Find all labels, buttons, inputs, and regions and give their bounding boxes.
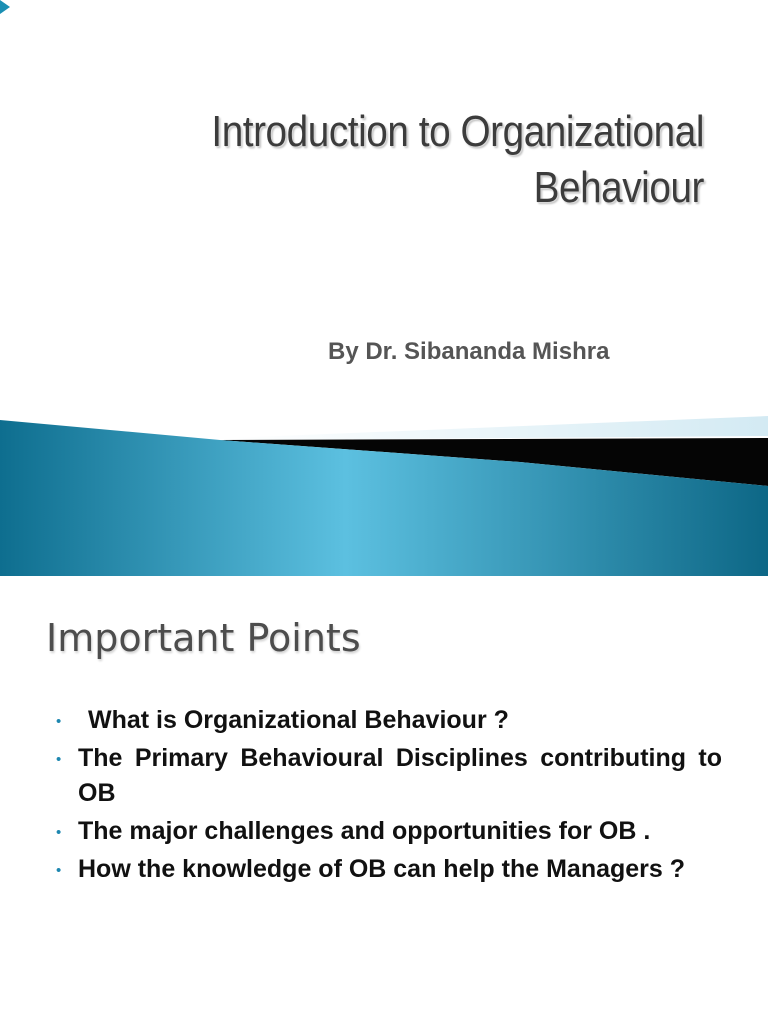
slide-title-line-2: Behaviour — [533, 163, 704, 212]
point-text: How the knowledge of OB can help the Managers ? — [78, 855, 686, 883]
point-text: The Primary Behavioural Disciplines contributing to OB — [78, 744, 722, 807]
bullet-icon: • — [56, 713, 62, 730]
band-light-strip — [230, 416, 768, 440]
list-item — [54, 814, 722, 849]
point-text: The major challenges and opportunities for OB . — [78, 817, 651, 845]
slide-title-line-1: Introduction to Organizational — [211, 107, 704, 156]
slide-title — [123, 104, 704, 216]
bullet-icon: • — [56, 862, 62, 879]
point-text: What is Organizational Behaviour ? — [88, 706, 509, 734]
list-item — [54, 741, 722, 811]
bullet-icon: • — [56, 824, 62, 841]
list-item — [54, 852, 722, 887]
slide-heading: Important Points — [46, 616, 361, 660]
points-list — [54, 703, 722, 890]
author-subtitle: By Dr. Sibananda Mishra — [328, 338, 610, 365]
bullet-icon: • — [56, 751, 62, 768]
list-item — [54, 703, 722, 738]
content-slide — [0, 576, 768, 1024]
decorative-wave-band — [0, 410, 768, 576]
arrow-triangle-icon — [0, 0, 10, 14]
